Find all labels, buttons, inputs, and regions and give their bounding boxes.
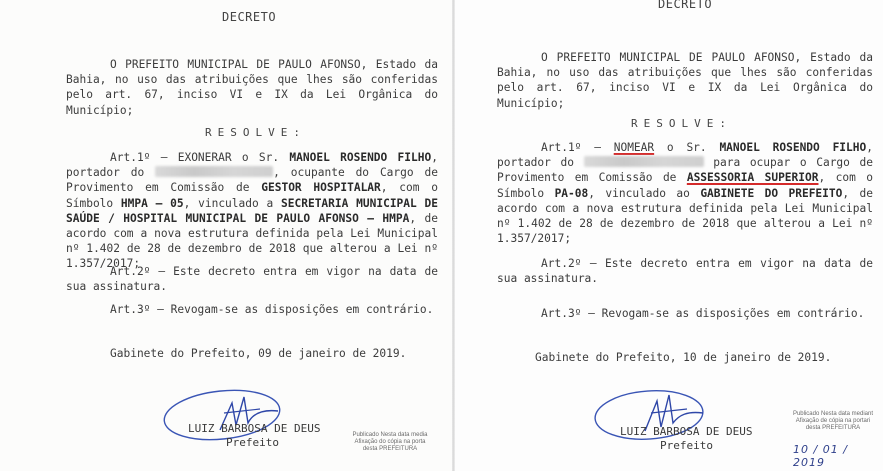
article-1-text: para ocupar o Cargo de Provimento em Comissão de bbox=[497, 156, 874, 185]
publication-stamp bbox=[785, 411, 881, 432]
appointment-verb: NOMEAR bbox=[613, 141, 655, 154]
article-1-intro: Art.1º – EXONERAR o Sr. bbox=[110, 151, 290, 164]
article-1-text: , portador do bbox=[66, 151, 438, 180]
signer-role: Prefeito bbox=[660, 439, 713, 452]
stamp-line: Afixação do cópia na porta bbox=[354, 439, 426, 445]
person-name: MANOEL ROSENDO FILHO bbox=[289, 151, 432, 164]
resolve-heading: RESOLVE: bbox=[205, 126, 306, 139]
redacted-document-number bbox=[155, 166, 273, 177]
stamp-line: desta PREFEITURA bbox=[362, 446, 418, 452]
article-3-paragraph: Art.3º – Revogam-se as disposições em contrário. bbox=[110, 303, 434, 316]
stamp-line: Publicado Nesta data mediant bbox=[792, 411, 874, 417]
article-1-text: , ocupante do Cargo de Provimento em Comissão de bbox=[66, 166, 438, 195]
article-3-paragraph: Art.3º – Revogam-se as disposições em contrário. bbox=[541, 307, 865, 320]
closing-line: Gabinete do Prefeito, 10 de janeiro de 2019. bbox=[535, 351, 832, 364]
article-1-text: , com o Símbolo bbox=[66, 181, 439, 210]
closing-line: Gabinete do Prefeito, 09 de janeiro de 2019. bbox=[110, 347, 407, 360]
resolve-heading: RESOLVE: bbox=[631, 117, 732, 130]
stamp-line: Publicado Nesta data media bbox=[352, 432, 428, 438]
article-1-text: , com o Símbolo bbox=[497, 171, 873, 200]
article-1-text: o Sr. bbox=[654, 141, 720, 154]
article-1-text: , vinculado a bbox=[183, 196, 282, 210]
preamble-paragraph: O PREFEITO MUNICIPAL DE PAULO AFONSO, Estado da Bahia, no uso das atribuições que lhes são conferidas pelo art. 67, inciso VI e IX da Lei Orgânica do Município; bbox=[66, 58, 438, 117]
article-2-paragraph: Art.2º – Este decreto entra em vigor na data de sua assinatura. bbox=[497, 257, 873, 286]
department-name: GABINETE DO PREFEITO bbox=[700, 186, 843, 200]
department-name: SECRETARIA MUNICIPAL DE SAÚDE / HOSPITAL MUNICIPAL DE PAULO AFONSO – HMPA bbox=[66, 196, 438, 225]
symbol-code: HMPA – 05 bbox=[120, 196, 184, 210]
document-title: DECRETO bbox=[658, 0, 713, 11]
handwritten-stamp-date: 10 / 01 / 2019 bbox=[793, 443, 848, 469]
article-1-intro: Art.1º – bbox=[541, 141, 614, 154]
decree-page-appointment bbox=[455, 0, 883, 471]
publication-stamp bbox=[344, 432, 436, 453]
article-1-text: , portador do bbox=[497, 141, 873, 170]
signer-role: Prefeito bbox=[226, 436, 279, 449]
article-1-text: , vinculado ao bbox=[588, 186, 701, 200]
signer-name: LUIZ BARBOSA DE DEUS bbox=[188, 422, 321, 435]
preamble-paragraph: O PREFEITO MUNICIPAL DE PAULO AFONSO, Estado da Bahia, no uso das atribuições que lhes são conferidas pelo art. 67, inciso VI e IX da Lei Orgânica do Município; bbox=[497, 51, 873, 110]
stamp-line: Afixação de cópia na portari bbox=[795, 418, 871, 424]
article-1-text: , de acordo com a nova estrutura definida pela Lei Municipal nº 1.402 de 28 de dezembro de 2018 que alterou a Lei nº 1.357/2017; bbox=[66, 211, 438, 271]
article-2-paragraph: Art.2º – Este decreto entra em vigor na data de sua assinatura. bbox=[66, 265, 438, 294]
position-title: ASSESSORIA SUPERIOR bbox=[686, 171, 819, 185]
article-1-paragraph bbox=[66, 150, 438, 272]
article-1-paragraph bbox=[497, 140, 873, 246]
position-title: GESTOR HOSPITALAR bbox=[261, 181, 381, 195]
document-title: DECRETO bbox=[222, 10, 277, 24]
signer-name: LUIZ BARBOSA DE DEUS bbox=[620, 425, 753, 438]
redacted-document-number bbox=[584, 156, 704, 167]
person-name: MANOEL ROSENDO FILHO bbox=[719, 141, 867, 154]
stamp-line: desta PREFEITURA bbox=[805, 425, 861, 431]
symbol-code: PA-08 bbox=[554, 186, 589, 200]
article-1-text: , de acordo com a nova estrutura definida pela Lei Municipal nº 1.402 de 28 de dezembro de 2018 que alterou a Lei nº 1.357/2017; bbox=[497, 186, 873, 246]
